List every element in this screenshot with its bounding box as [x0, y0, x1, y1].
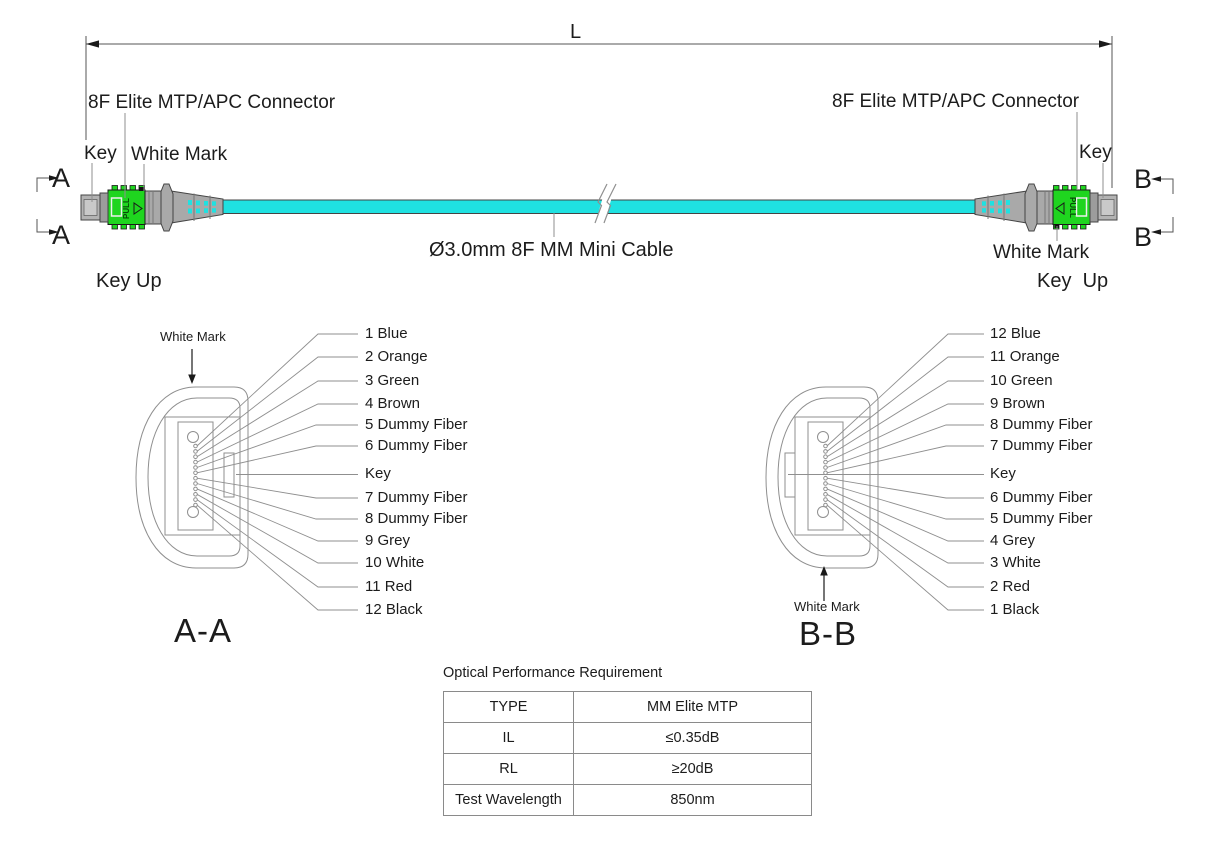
aa-fiber-label: 6 Dummy Fiber	[365, 437, 468, 454]
table-cell-param: RL	[444, 754, 574, 785]
aa-view-title: A-A	[174, 612, 233, 649]
assembly-leader-lines	[92, 112, 1103, 241]
table-row	[444, 754, 812, 785]
table-cell-param: IL	[444, 723, 574, 754]
table-row	[444, 785, 812, 816]
cable-label: Ø3.0mm 8F MM Mini Cable	[429, 239, 674, 261]
left-key-label: Key	[84, 143, 117, 164]
aa-white-mark-arrow	[188, 349, 196, 384]
left-connector	[81, 184, 223, 231]
right-white-mark-label: White Mark	[993, 242, 1090, 263]
table-cell-param: TYPE	[444, 692, 574, 723]
left-white-mark-dot	[139, 187, 144, 191]
bb-white-mark-label: White Mark	[794, 599, 860, 614]
bb-fiber-label: 2 Red	[990, 578, 1031, 595]
table-cell-value: ≥20dB	[574, 754, 812, 785]
aa-fiber-label: 4 Brown	[365, 395, 421, 412]
aa-white-mark-label: White Mark	[160, 329, 226, 344]
left-key-up-label: Key Up	[96, 270, 162, 292]
dim-arrow-right	[1099, 40, 1112, 47]
table-cell-value: 850nm	[574, 785, 812, 816]
left-pull-tab-label: PULL	[122, 198, 131, 219]
aa-fiber-label: 11 Red	[365, 578, 413, 595]
aa-fiber-label: 10 White	[365, 554, 425, 571]
left-connector-label: 8F Elite MTP/APC Connector	[88, 92, 336, 113]
section-b-bottom-label: B	[1134, 222, 1153, 252]
right-key-label: Key	[1079, 142, 1112, 163]
bb-key-slot	[785, 453, 795, 497]
bb-fiber-label: 11 Orange	[990, 348, 1060, 365]
optical-performance-table	[443, 691, 812, 816]
table-cell-param: Test Wavelength	[444, 785, 574, 816]
bb-white-mark-arrow	[820, 566, 828, 601]
bb-fiber-label: 4 Grey	[990, 532, 1036, 549]
table-cell-value: MM Elite MTP	[574, 692, 812, 723]
aa-fiber-label: 5 Dummy Fiber	[365, 416, 468, 433]
aa-key-label: Key	[365, 465, 391, 482]
section-b-top-label: B	[1134, 164, 1153, 194]
spec-table-title: Optical Performance Requirement	[443, 665, 663, 681]
aa-fiber-label: 1 Blue	[365, 325, 408, 342]
table-row	[444, 692, 812, 723]
table-row	[444, 723, 812, 754]
aa-fiber-label: 3 Green	[365, 372, 420, 389]
bb-view-title: B-B	[799, 615, 858, 652]
bb-fiber-label: 12 Blue	[990, 325, 1041, 342]
left-white-mark-label: White Mark	[131, 144, 228, 165]
section-a-bottom-label: A	[52, 220, 71, 250]
dim-arrow-left	[86, 40, 99, 47]
table-cell-value: ≤0.35dB	[574, 723, 812, 754]
bb-fiber-label: 3 White	[990, 554, 1041, 571]
aa-fiber-label: 2 Orange	[365, 348, 428, 365]
right-pull-tab-label: PULL	[1068, 197, 1077, 218]
bb-fiber-label: 5 Dummy Fiber	[990, 510, 1093, 527]
bb-fiber-label: 10 Green	[990, 372, 1053, 389]
bb-fiber-label: 9 Brown	[990, 395, 1046, 412]
aa-fiber-label: 8 Dummy Fiber	[365, 510, 468, 527]
bb-fiber-label: 1 Black	[990, 601, 1040, 618]
right-connector	[975, 184, 1117, 231]
bb-fiber-label: 8 Dummy Fiber	[990, 416, 1093, 433]
section-a-top-label: A	[52, 163, 71, 193]
right-key-up-label: Key Up	[1037, 270, 1109, 292]
length-label: L	[570, 21, 582, 43]
bb-fiber-label: 7 Dummy Fiber	[990, 437, 1093, 454]
right-connector-label: 8F Elite MTP/APC Connector	[832, 91, 1080, 112]
bb-key-label: Key	[990, 465, 1016, 482]
aa-fiber-label: 12 Black	[365, 601, 423, 618]
bb-fiber-label: 6 Dummy Fiber	[990, 489, 1093, 506]
aa-fiber-label: 7 Dummy Fiber	[365, 489, 468, 506]
aa-fiber-label: 9 Grey	[365, 532, 411, 549]
